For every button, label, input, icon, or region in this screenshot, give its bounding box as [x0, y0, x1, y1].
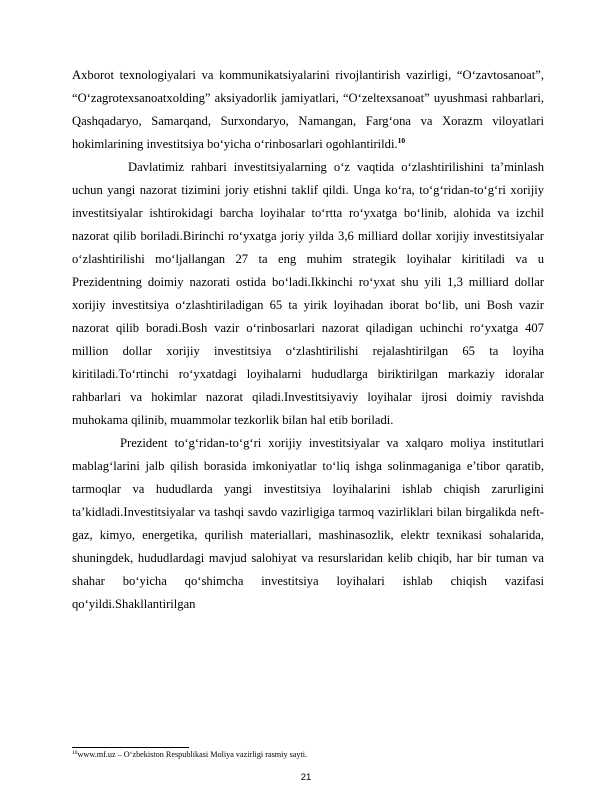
footnote-text: www.mf.uz – O‘zbekiston Respublikasi Moliya vazirligi rasmiy sayti.	[77, 750, 308, 759]
paragraph-2-text: Davlatimiz rahbari investitsiyalarning o‘z vaqtida o‘zlashtirilishini ta’minlash uchun yangi nazorat tizimini joriy etishni taklif qildi. Unga ko‘ra, to‘g‘ridan-to‘g‘ri xorijiy investitsiyalar ishtirokidagi barcha loyihalar to‘rtta ro‘yxatga bo‘linib, alohida va izchil nazorat qilib boriladi.Birinchi ro‘yxatga joriy yilda 3,6 milliard dollar xorijiy investitsiyalar o‘zlashtirilishi mo‘ljallangan 27 ta eng muhim strategik loyihalar kiritiladi va u Prezidentning doimiy nazorati ostida bo‘ladi.Ikkinchi ro‘yxat shu yili 1,3 milliard dollar xorijiy investitsiya o‘zlashtiriladigan 65 ta yirik loyihadan iborat bo‘lib, uni Bosh vazir nazorat qilib boradi.Bosh vazir o‘rinbosarlari nazorat qiladigan uchinchi ro‘yxatga 407 million dollar xorijiy investitsiya o‘zlashtirilishi rejalashtirilgan 65 ta loyiha kiritiladi.To‘rtinchi ro‘yxatdagi loyihalarni hududlarga biriktirilgan markaziy idoralar rahbarlari va hokimlar nazorat qiladi.Investitsiyaviy loyihalar ijrosi doimiy ravishda muhokama qilinib, muammolar tezkorlik bilan hal etib boriladi.	[72, 160, 544, 427]
paragraph-3-text: Prezident to‘g‘ridan-to‘g‘ri xorijiy investitsiyalar va xalqaro moliya institutlari mablag‘larini jalb qilish borasida imkoniyatlar to‘liq ishga solinmaganiga e’tibor qaratib, tarmoqlar va hududlarda yangi investitsiya loyihalarini ishlab chiqish zarurligini ta’kidladi.Investitsiyalar va tashqi savdo vazirligiga tarmoq vazirliklari bilan birgalikda neft-gaz, kimyo, energetika, qurilish materiallari, mashinasozlik, elektr texnikasi sohalarida, shuningdek, hududlardagi mavjud salohiyat va resurslaridan kelib chiqib, har bir tuman va shahar bo‘yicha qo‘shimcha investitsiya loyihalari ishlab chiqish vazifasi qo‘yildi.Shakllantirilgan	[72, 436, 544, 611]
paragraph-2	[72, 156, 544, 432]
paragraph-3	[72, 432, 544, 616]
page-body	[72, 64, 544, 616]
page-number: 21	[300, 772, 312, 783]
paragraph-1	[72, 64, 544, 156]
footnote-reference: 10	[397, 136, 406, 145]
footnote-divider	[72, 747, 189, 748]
paragraph-1-text: Axborot texnologiyalari va kommunikatsiyalarini rivojlantirish vazirligi, “O‘zavtosanoat”, “O‘zagrotexsanoatxolding” aksiyadorlik jamiyatlari, “O‘zeltexsanoat” uyushmasi rahbarlari, Qashqadaryo, Samarqand, Surxondaryo, Namangan, Farg‘ona va Xorazm viloyatlari hokimlarining investitsiya bo‘yicha o‘rinbosarlari ogohlantirildi.	[72, 68, 544, 151]
footnote-number: 10	[72, 750, 78, 756]
footnote	[72, 749, 544, 760]
